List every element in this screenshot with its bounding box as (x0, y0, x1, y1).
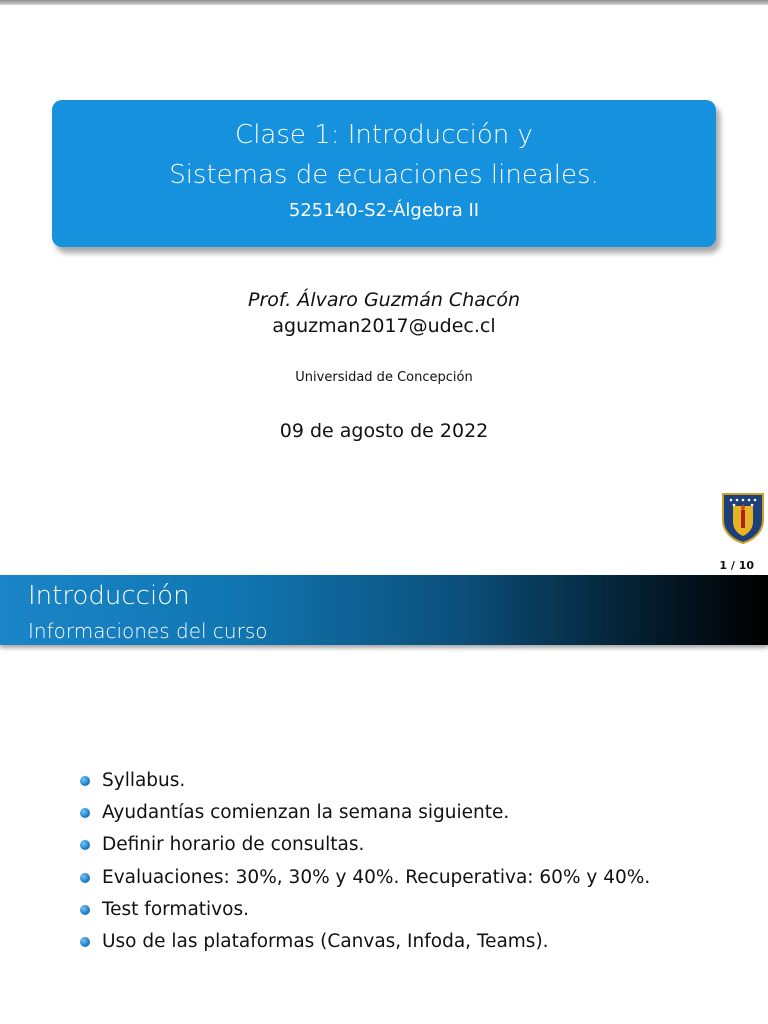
university-crest-icon (721, 492, 765, 544)
section-title: Introducción (28, 581, 190, 611)
bullet-icon (80, 808, 90, 818)
list-item (80, 866, 650, 898)
bullet-icon (80, 937, 90, 947)
bullet-icon (80, 905, 90, 915)
slide-title-line2: Sistemas de ecuaciones lineales. (169, 160, 599, 190)
course-code: 525140-S2-Álgebra II (288, 200, 480, 221)
bullet-icon (80, 776, 90, 786)
bullet-text: Test formativos. (102, 898, 249, 920)
bullet-text: Uso de las plataformas (Canvas, Infoda, Teams). (102, 930, 549, 952)
bullet-icon (80, 873, 90, 883)
slide-title (0, 5, 768, 575)
bullet-text: Evaluaciones: 30%, 30% y 40%. Recuperativa: 60% y 40%. (102, 866, 651, 888)
page-number: 1 / 10 (719, 559, 754, 572)
institution: Universidad de Concepción (295, 370, 473, 385)
list-item (80, 769, 650, 801)
bullet-list (80, 769, 650, 962)
bullet-text: Syllabus. (102, 770, 186, 791)
bullet-icon (80, 840, 90, 850)
title-block (52, 100, 716, 247)
slide-header (0, 575, 768, 645)
list-item (80, 898, 650, 930)
section-subtitle: Informaciones del curso (28, 619, 268, 643)
bullet-text: Ayudantías comienzan la semana siguiente. (102, 802, 510, 824)
list-item (80, 801, 650, 833)
slide-title-line1: Clase 1: Introducción y (235, 120, 533, 150)
presentation-date: 09 de agosto de 2022 (279, 420, 489, 442)
author-email: aguzman2017@udec.cl (272, 315, 496, 337)
slide-introduccion (0, 575, 768, 1024)
author-name: Prof. Álvaro Guzmán Chacón (247, 289, 520, 311)
list-item (80, 833, 650, 865)
bullet-text: Definir horario de consultas. (102, 834, 365, 856)
list-item (80, 930, 650, 962)
